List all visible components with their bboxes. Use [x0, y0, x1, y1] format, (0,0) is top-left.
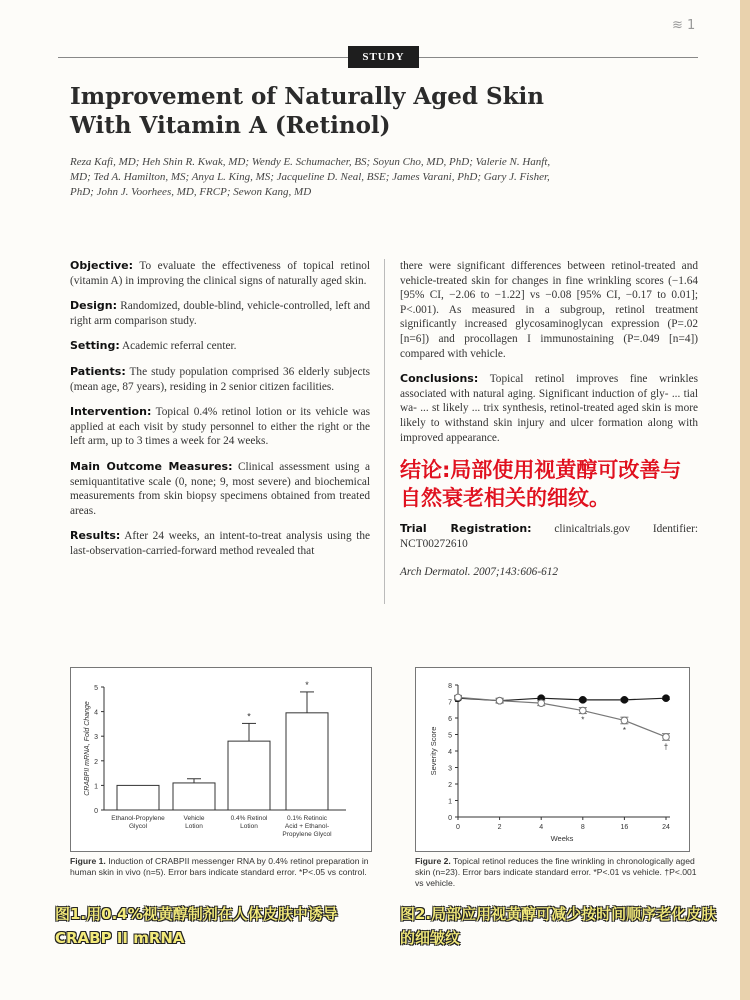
y-tick-label: 0	[94, 808, 98, 815]
data-point-retinol	[455, 694, 462, 701]
x-axis-label: Weeks	[550, 834, 574, 843]
setting: Setting: Academic referral center.	[70, 339, 237, 353]
data-point-retinol	[496, 697, 503, 704]
x-tick-label: 16	[620, 824, 629, 831]
figure-1-translation: 图1.用0.4%视黄醇制剂在人体皮肤中诱导 CRABP II mRNA	[55, 905, 338, 947]
significance-marker: *	[247, 711, 251, 722]
article-title: Improvement of Naturally Aged Skin With Vitamin A (Retinol)	[70, 83, 544, 139]
y-tick-label: 3	[448, 765, 452, 773]
figure-2-caption: Figure 2. Topical retinol reduces the fine wrinkling in chronologically aged skin (n=23). Error bars indicate standard error. *P<.01 vs vehicle. †P<.001 vs vehicle.	[415, 856, 697, 888]
figure-2-chart	[415, 667, 690, 852]
x-tick-label: 8	[580, 824, 585, 831]
citation: Arch Dermatol. 2007;143:606-612	[400, 566, 559, 579]
x-tick-label: Propylene Glycol	[282, 831, 332, 838]
x-tick-label: 0.4% Retinol	[230, 815, 268, 822]
y-tick-label: 8	[448, 683, 452, 690]
abstract-left-column	[70, 259, 370, 570]
y-tick-label: 7	[448, 699, 452, 707]
data-point-retinol	[663, 734, 670, 741]
x-tick-label: 4	[539, 824, 544, 831]
objective: Objective: To evaluate the effectiveness of topical retinol (vitamin A) in improving the clinical signs of naturally aged skin.	[70, 259, 370, 287]
abstract-right-column	[400, 259, 698, 591]
x-tick-label: Acid + Ethanol-	[284, 823, 330, 830]
data-point-vehicle	[663, 695, 670, 702]
results-continued: there were significant differences between retinol-treated and vehicle-treated skin for changes in fine wrinkling scores (−1.64 [95% CI, −2.06 to −1.22] vs −0.08 [95% CI, −0.17 to 0.01]; P<.001). As measured in a subgroup, retinol treatment significantly increased glycosaminoglycan expression (P=.02 [n=6]) and procollagen I immunostaining (P=.049 [n=4]) compared with vehicle.	[400, 260, 698, 360]
y-tick-label: 1	[94, 783, 98, 791]
significance-marker: †	[663, 742, 669, 752]
x-tick-label: Vehicle	[183, 815, 205, 822]
layers-button[interactable]	[672, 18, 702, 40]
y-tick-label: 0	[448, 815, 452, 822]
x-tick-label: 2	[497, 824, 502, 831]
y-tick-label: 4	[448, 749, 452, 756]
page-edge	[740, 0, 750, 1000]
conclusions: Conclusions: Topical retinol improves fine wrinkles associated with natural aging. Significant induction of gly- ... tial wa- ... st likely ... trix synthesis, retinol-treated aged skin is more likely to withstand skin injury and ulcer formation along with improved appearance.	[400, 372, 698, 444]
section-tag: STUDY	[348, 46, 419, 68]
figure-1-caption: Figure 1. Induction of CRABPII messenger RNA by 0.4% retinol preparation in human skin in vivo (n=5). Error bars indicate standard error. *P<.05 vs control.	[70, 856, 369, 877]
y-axis-label: CRABPII mRNA, Fold Change	[84, 701, 91, 796]
line-chart	[416, 668, 689, 851]
y-tick-label: 5	[94, 685, 98, 692]
data-point-retinol	[621, 717, 628, 724]
design: Design: Randomized, double-blind, vehicle-controlled, left and right arm comparison study.	[70, 299, 370, 327]
x-tick-label: Ethanol-Propylene	[111, 815, 165, 822]
y-axis-label: Severity Score	[429, 726, 438, 776]
x-tick-label: 24	[662, 824, 670, 831]
layers-icon: ≋	[672, 18, 683, 33]
x-tick-label: Glycol	[128, 823, 148, 830]
data-point-retinol	[538, 700, 545, 707]
outcomes: Main Outcome Measures: Clinical assessment using a semiquantitative scale (0, none; 9, most severe) and biochemical measurements from skin biopsy specimens obtained from treated areas.	[70, 459, 370, 517]
y-tick-label: 2	[94, 758, 98, 766]
results: Results: After 24 weeks, an intent-to-treat analysis using the last-observation-carried-forward method revealed that	[70, 529, 370, 557]
bar	[117, 785, 159, 810]
x-tick-label: 0	[456, 824, 460, 831]
series-line-retinol	[458, 697, 666, 737]
y-tick-label: 3	[94, 734, 98, 742]
x-tick-label: 0.1% Retinoic	[286, 815, 328, 822]
chinese-overlay-conclusion: 结论:局部使用视黄醇可改善与自然衰老相关的细纹。	[400, 458, 682, 511]
x-tick-label: Lotion	[240, 823, 258, 830]
figure-1-chart	[70, 667, 372, 852]
significance-marker: *	[622, 725, 626, 735]
bar	[173, 783, 215, 810]
significance-marker: *	[305, 679, 309, 690]
data-point-vehicle	[621, 697, 628, 704]
y-tick-label: 5	[448, 732, 452, 740]
significance-marker: *	[581, 715, 585, 725]
patients: Patients: The study population comprised 36 elderly subjects (mean age, 87 years), residing in 2 senior citizen facilities.	[70, 364, 370, 393]
bar	[228, 741, 270, 810]
author-list: Reza Kafi, MD; Heh Shin R. Kwak, MD; Wendy E. Schumacher, BS; Soyun Cho, MD, PhD; Valerie N. Hanft, MD; Ted A. Hamilton, MS; Anya L. King, MS; Jacqueline D. Neal, BSE; James Varani, PhD; Gary J. Fisher, PhD; John J. Voorhees, MD, FRCP; Sewon Kang, MD	[70, 156, 551, 198]
data-point-retinol	[580, 707, 587, 714]
figure-2-translation: 图2.局部应用视黄醇可减少按时间顺序老化皮肤的细皱纹	[400, 905, 717, 947]
y-tick-label: 4	[94, 709, 98, 717]
bar	[286, 713, 328, 810]
y-tick-label: 2	[448, 782, 452, 789]
layers-count: 1	[687, 18, 696, 33]
trial-registration: Trial Registration: clinicaltrials.gov Identifier: NCT00272610	[400, 522, 699, 550]
column-divider	[384, 259, 385, 604]
y-tick-label: 1	[448, 798, 452, 806]
data-point-vehicle	[580, 697, 587, 704]
y-tick-label: 6	[448, 716, 452, 723]
bar-chart	[71, 668, 371, 851]
intervention: Intervention: Topical 0.4% retinol lotion or its vehicle was applied at each visit by study personnel to either the right or the left arm, up to 3 times a week for 24 weeks.	[70, 405, 370, 448]
x-tick-label: Lotion	[185, 823, 203, 830]
